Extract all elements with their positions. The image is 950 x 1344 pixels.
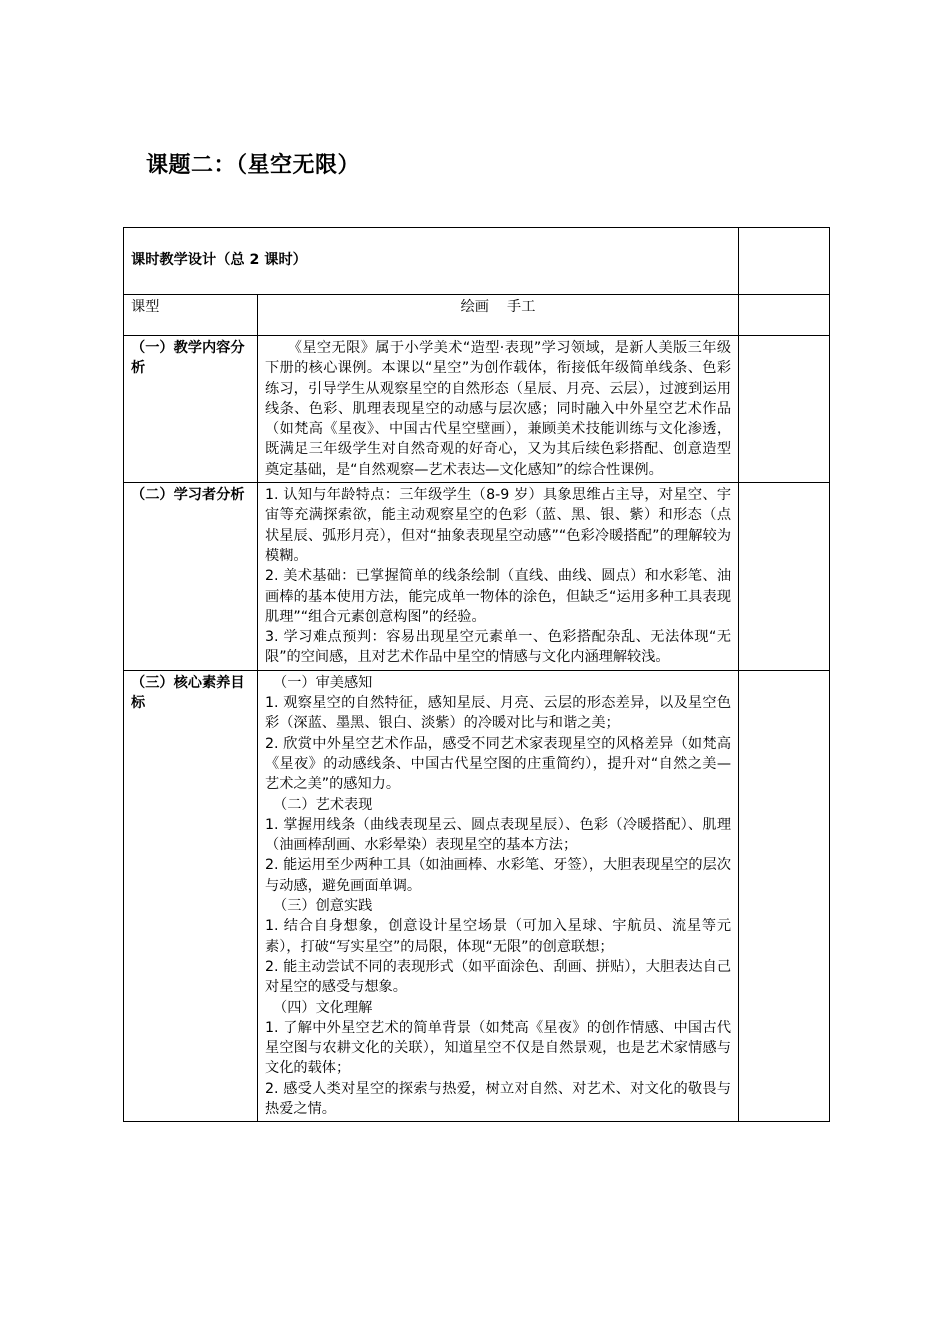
goal-item: 1. 了解中外星空艺术的简单背景（如梵高《星夜》的创作情感、中国古代星空图与农耕文化的关联），知道星空不仅是自然景观，也是艺术家情感与文化的载体； — [265, 1019, 732, 1077]
goal-item: 1. 掌握用线条（曲线表现星云、圆点表现星辰）、色彩（冷暖搭配）、肌理（油画棒刮画、水彩晕染）表现星空的基本方法； — [265, 816, 732, 854]
core-goals-label: （三）核心素养目标 — [124, 670, 258, 1122]
core-goals-row — [124, 670, 830, 1122]
learner-analysis-cell — [258, 483, 739, 671]
lesson-design-heading: 课时教学设计（总 2 课时） — [124, 228, 739, 295]
course-type-empty-cell — [739, 295, 830, 336]
goal-section-heading: （二）艺术表现 — [273, 796, 373, 813]
goal-section-heading: （四）文化理解 — [273, 999, 373, 1016]
goal-item: 2. 欣赏中外星空艺术作品，感受不同艺术家表现星空的风格差异（如梵高《星夜》的动感线条、中国古代星空图的庄重简约），提升对“自然之美—艺术之美”的感知力。 — [265, 735, 732, 793]
goal-item: 2. 能主动尝试不同的表现形式（如平面涂色、刮画、拼贴），大胆表达自己对星空的感受与想象。 — [265, 958, 732, 996]
content-analysis-label: （一）教学内容分析 — [124, 336, 258, 483]
content-analysis-cell — [258, 336, 739, 483]
goal-item: 2. 能运用至少两种工具（如油画棒、水彩笔、牙签），大胆表现星空的层次与动感，避免画面单调。 — [265, 857, 732, 894]
learner-analysis-row — [124, 483, 830, 671]
content-analysis-row — [124, 336, 830, 483]
page-title: 课题二：（星空无限） — [146, 153, 361, 178]
goal-section-heading: （三）创意实践 — [273, 898, 373, 915]
course-type-label: 课型 — [124, 295, 258, 336]
table-header-row — [124, 228, 830, 295]
course-type-row — [124, 295, 830, 336]
learner-item: 3. 学习难点预判：容易出现星空元素单一、色彩搭配杂乱、无法体现“无限”的空间感，且对艺术作品中星空的情感与文化内涵理解较浅。 — [265, 629, 732, 666]
learner-item: 1. 认知与年龄特点：三年级学生（8-9 岁）具象思维占主导，对星空、宇宙等充满探索欲，能主动观察星空的色彩（蓝、黑、银、紫）和形态（点状星辰、弧形月亮），但对“抽象表现星空动感”“色彩冷暖搭配”的理解较为模糊。 — [265, 487, 732, 564]
learner-analysis-empty-cell — [739, 483, 830, 671]
core-goals-empty-cell — [739, 670, 830, 1122]
goal-item: 1. 观察星空的自然特征，感知星辰、月亮、云层的形态差异，以及星空色彩（深蓝、墨黑、银白、淡紫）的冷暖对比与和谐之美； — [265, 695, 732, 732]
core-goals-cell — [258, 670, 739, 1122]
content-analysis-empty-cell — [739, 336, 830, 483]
lesson-plan-table — [123, 227, 830, 1122]
goal-item: 1. 结合自身想象，创意设计星空场景（可加入星球、宇航员、流星等元素），打破“写实星空”的局限，体现“无限”的创意联想； — [265, 918, 732, 955]
course-type-value: 绘画 手工 — [258, 295, 739, 336]
goal-item: 2. 感受人类对星空的探索与热爱，树立对自然、对艺术、对文化的敬畏与热爱之情。 — [265, 1080, 732, 1117]
content-analysis-text: 《星空无限》属于小学美术“造型·表现”学习领域，是新人美版三年级下册的核心课例。本课以“星空”为创作载体，衔接低年级简单线条、色彩练习，引导学生从观察星空的自然形态（星辰、月亮、云层），过渡到运用线条、色彩、肌理表现星空的动感与层次感；同时融入中外星空艺术作品（如梵高《星夜》、中国古代星空壁画），兼顾美术技能训练与文化渗透，既满足三年级学生对自然奇观的好奇心，又为其后续色彩搭配、创意造型奠定基础，是“自然观察—艺术表达—文化感知”的综合性课例。 — [265, 340, 732, 478]
learner-analysis-label: （二）学习者分析 — [124, 483, 258, 671]
learner-item: 2. 美术基础：已掌握简单的线条绘制（直线、曲线、圆点）和水彩笔、油画棒的基本使用方法，能完成单一物体的涂色，但缺乏“运用多种工具表现肌理”“组合元素创意构图”的经验。 — [265, 568, 732, 625]
header-empty-cell — [739, 228, 830, 295]
goal-section-heading: （一）审美感知 — [273, 674, 373, 691]
